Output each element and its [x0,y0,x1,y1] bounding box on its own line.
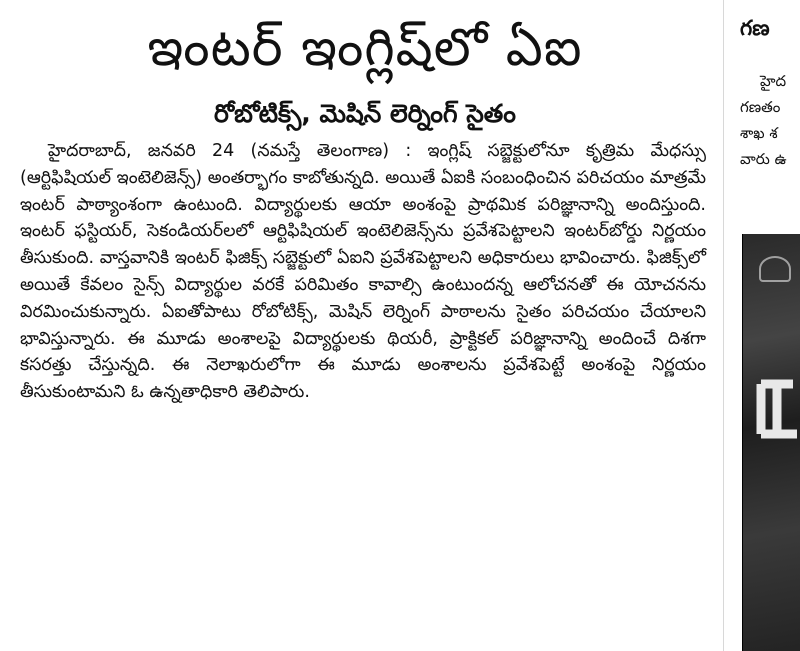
article-subheadline: రోబోటిక్స్, మెషిన్ లెర్నింగ్ సైతం [214,99,516,128]
adjacent-article-line: శాఖ శ [740,124,778,142]
adjacent-article-line: హైద [760,72,787,90]
column-divider [723,0,724,651]
article-paragraph: హైదరాబాద్, జనవరి 24 (నమస్తే తెలంగాణ) : ఇంగ్లిష్ సబ్జెక్టులోనూ కృత్రిమ మేధస్సు (ఆర్టిఫిషియల్ ఇంటెలిజెన్స్) అంతర్భాగం కాబోతున్నది. అయితే ఏఐకి సంబంధించిన పరిచయం మాత్రమే ఇంటర్ పాఠ్యాంశంగా ఉంటుంది. విద్యార్థులకు ఆయా అంశంపై ప్రాథమిక పరిజ్ఞానాన్ని అందిస్తుంది. ఇంటర్ ఫస్టియర్, సెకండియర్‌లలో ఆర్టిఫిషియల్ ఇంటెలిజెన్స్‌ను ప్రవేశపెట్టాలని ఇంటర్‌బోర్డు నిర్ణయం తీసుకుంది. వాస్తవానికి ఇంటర్ ఫిజిక్స్ సబ్జెక్టులో ఏఐని ప్రవేశపెట్టాలని అధికారులు భావించారు. ఫిజిక్స్‌లో అయితే కేవలం సైన్స్ విద్యార్థుల వరకే పరిమితం కావాల్సి ఉంటుందన్న ఆలోచనతో ఈ యోచనను విరమించుకున్నారు. ఏఐతోపాటు రోబోటిక్స్, మెషిన్ లెర్నింగ్ పాఠాలను సైతం పరిచయం చేయాలని భావిస్తున్నారు. ఈ మూడు అంశాలపై విద్యార్థులకు థియరీ, ప్రాక్టికల్ పరిజ్ఞానాన్ని అందించే దిశగా కసరత్తు చేస్తున్నది. ఈ నెలాఖరులోగా ఈ మూడు అంశాలను ప్రవేశపెట్టే అంశంపై నిర్ణయం తీసుకుంటామని ఓ ఉన్నతాధికారి తెలిపారు. [20,141,706,403]
adjacent-article-line: వారు ఉ [740,150,787,168]
adjacent-article-line: గణతం [740,98,781,116]
adjacent-article-clipped [736,0,800,651]
article-headline: ఇంటర్ ఇంగ్లిష్‌లో ఏఐ [147,18,583,78]
adjacent-article-body [740,68,800,172]
emblem-icon [759,256,791,282]
adjacent-article-title: గణ [740,16,770,40]
article-body [20,138,710,406]
photo-lettering-graphic [753,364,800,454]
adjacent-article-photo [742,234,800,651]
article [20,0,710,406]
